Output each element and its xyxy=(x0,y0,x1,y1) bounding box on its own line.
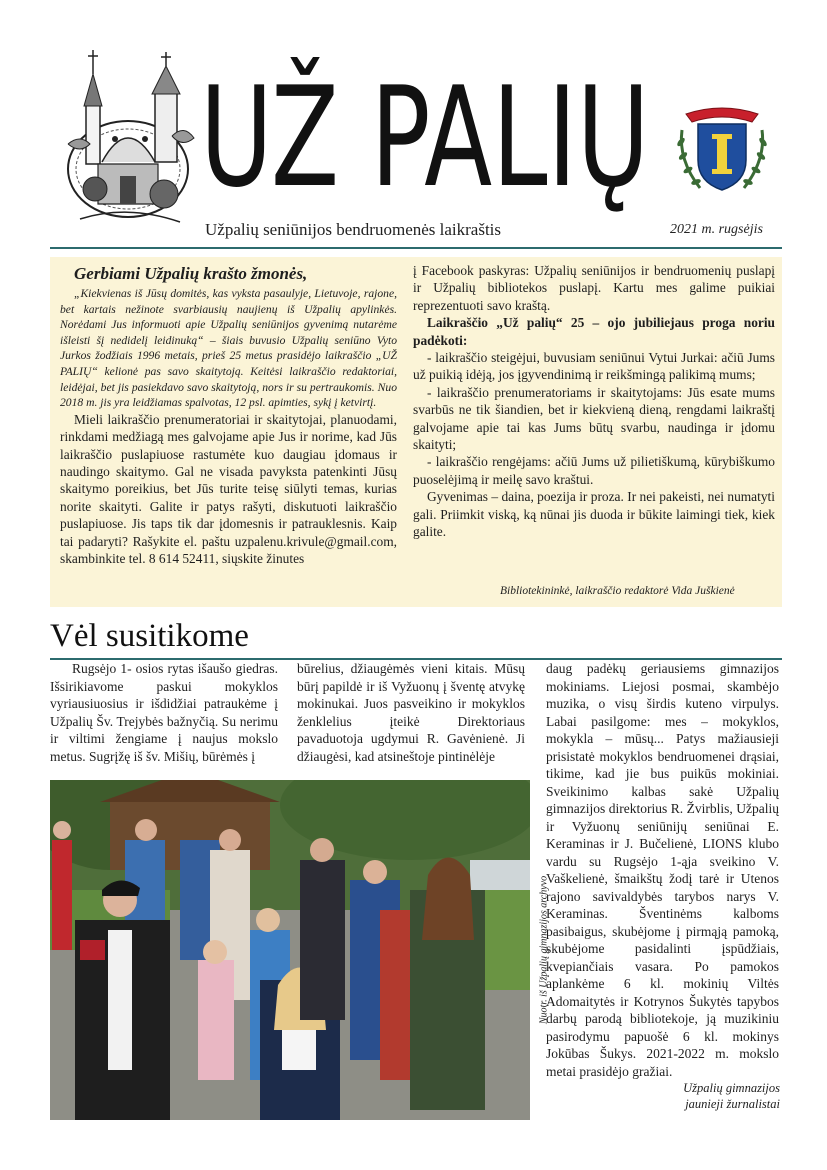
greeting-paragraph: - laikraščio prenumeratoriams ir skaitytojams: Jūs esate mums svarbūs ne tik šiandien, bet ir kiekvieną dieną, rengdami laikraštį galvojame apie tai kas Jums būtų svarbu, naudinga ir įdomu skaityti; xyxy=(413,384,775,453)
greeting-body: Mieli laikraščio prenumeratoriai ir skaitytojai, planuodami, rinkdami medžiagą mes galvojame apie Jus ir norime, kad Jūs laikraščio puslapiuose rastumėte kuo daugiau įdomaus ir naudingo skaitymo. Gal ne visada pavyksta patenkinti Jūsų skaitymo poreikius, bet Jūs turite teisę siūlyti temas, kurias norite skaityti. Galite ir patys rašyti, diskutuoti laikraščio puslapiuose. Jis taps tik dar įdomesnis ir patrauklesnis. Kaip tai padaryti? Rašykite el. paštu uzpalenu.krivule@gmail.com, skambinkite tel. 8 614 52411, siųskite žinutes xyxy=(60,411,397,566)
article-signature-line: jaunieji žurnalistai xyxy=(685,1097,780,1111)
photo-credit-text: Nuotr. iš Užpalių gimnazijos archyvo xyxy=(538,875,550,1025)
students-procession-photo xyxy=(50,780,530,1120)
greeting-paragraph: į Facebook paskyras: Užpalių seniūnijos ir bendruomenių puslapį ir Užpalių bibliotekos puslapį. Kartu mes galime puikiai reprezentuoti savo kraštą. xyxy=(413,263,775,313)
greeting-thanks-heading: Laikraščio „Už palių“ 25 – ojo jubiliejaus proga noriu padėkoti: xyxy=(413,315,775,348)
greeting-left-column xyxy=(60,262,397,567)
article-title: Vėl susitikome xyxy=(50,618,249,654)
newspaper-subtitle: Užpalių seniūnijos bendruomenės laikraštis xyxy=(205,220,502,239)
article-column-3 xyxy=(546,660,779,1080)
photo-credit xyxy=(536,780,552,1120)
greeting-paragraph: - laikraščio steigėjui, buvusiam seniūnui Vytui Jurkai: ačiū Jums už puikią idėją, jos įgyvendinimą ir reikšmingą palikimą mums; xyxy=(413,350,775,383)
article-text: Rugsėjo 1- osios rytas išaušo giedras. Išsirikiavome paskui mokyklos vyriausiuosius ir išdidžiai patraukėme į Užpalių Šv. Trejybės bažnyčią. Su nerimu ir viltimi žengiame į naujus mokslo metus. Sugrįžę iš šv. Mišių, būrėmės į xyxy=(50,661,278,764)
article-text: daug padėkų geriausiems gimnazijos mokiniams. Liejosi posmai, skambėjo muzika, o visų širdis kuteno virpulys. Labai pasilgome: mes – mokyklos, mokykla – mūsų... Patys mažiausieji prisistatė mokyklos bendruomenei drąsiai, tikime, kad jie bus puikūs mokiniai. Sveikinimo kalbas sakė Užpalių gimnazijos direktorius R. Žvirblis, Užpalių ir Vyžuonų seniūnijų seniūnai E. Keraminas ir J. Bučelienė, LIONS klubo vardu su Rugsėjo 1-ąja sveikino V. Vaškelienė, šmaikštų žodį tarė ir Utenos rajono savivaldybės tarybos narys V. Keraminas. Šventinėms kalboms pasibaigus, skubėjome į pirmąją pamoką, skubėjome pasidalinti įspūdžiais, kvepiančiais vasara. Po pamokos aplankėme 6 kl. mokinių Viltės Adomaitytės ir Kotrynos Šukytės tapybos darbų parodą bibliotekoje, ją muzikiniu pasirodymu papuošė 6 kl. mokinys Jokūbas Šukys. 2021-2022 m. mokslo metai prasidėjo gražiai. xyxy=(546,661,779,1079)
article-column-1 xyxy=(50,660,278,765)
greeting-quote: „Kiekvienas iš Jūsų domitės, kas vyksta pasaulyje, Lietuvoje, rajone, bet kartais nežinote svarbiausių naujienų iš Užpalių apylinkės. Norėdami Jus informuoti apie Užpalių seniūnijos gyvenimą nutarėme išleisti šį nedidelį leidinuką“ – šiais buvusio Užpalių seniūno Vyto Jurkos žodžiais 1996 metais, prieš 25 metus prasidėjo laikraščio „UŽ PALIŲ“ kelionė pas savo skaitytoją. Keitėsi laikraščio redaktoriai, leidėjai, bet jis pasiekdavo savo skaitytoją, nors ir su pertraukomis. Nuo 2018 m. jis yra leidžiamas spalvotas, 12 psl. apimties, sykį į ketvirtį. xyxy=(60,287,397,410)
greeting-heading: Gerbiami Užpalių krašto žmonės, xyxy=(74,264,308,283)
article-signature xyxy=(630,1080,780,1112)
issue-date: 2021 m. rugsėjis xyxy=(670,222,763,237)
greeting-right-column xyxy=(413,262,775,541)
masthead-illustration xyxy=(60,44,200,229)
greeting-signature: Bibliotekininkė, laikraščio redaktorė Vida Juškienė xyxy=(500,585,735,597)
article-signature-line: Užpalių gimnazijos xyxy=(683,1081,780,1095)
article-text: būrelius, džiaugėmės vieni kitais. Mūsų būrį papildė ir iš Vyžuonų į šventę atvykę mokinukai. Juos pasveikino ir mokyklos ženklelius įteikė Direktoriaus pavaduotoja ugdymui R. Gavėnienė. Ji džiaugėsi, kad atsineštoje pintinėlėje xyxy=(297,661,525,764)
article-column-2 xyxy=(297,660,525,765)
coat-of-arms-icon xyxy=(672,100,772,198)
greeting-paragraph: - laikraščio rengėjams: ačiū Jums už pilietiškumą, kūrybiškumo puoselėjimą ir meilę savo kraštui. xyxy=(413,454,775,487)
header-divider xyxy=(50,247,782,249)
newspaper-title: UŽ PALIŲ xyxy=(200,57,650,218)
greeting-paragraph: Gyvenimas – daina, poezija ir proza. Ir nei pakeisti, nei numatyti gali. Priimkit viską, ką nūnai jis duoda ir būkite laimingi tiek, kiek galite. xyxy=(413,489,775,540)
